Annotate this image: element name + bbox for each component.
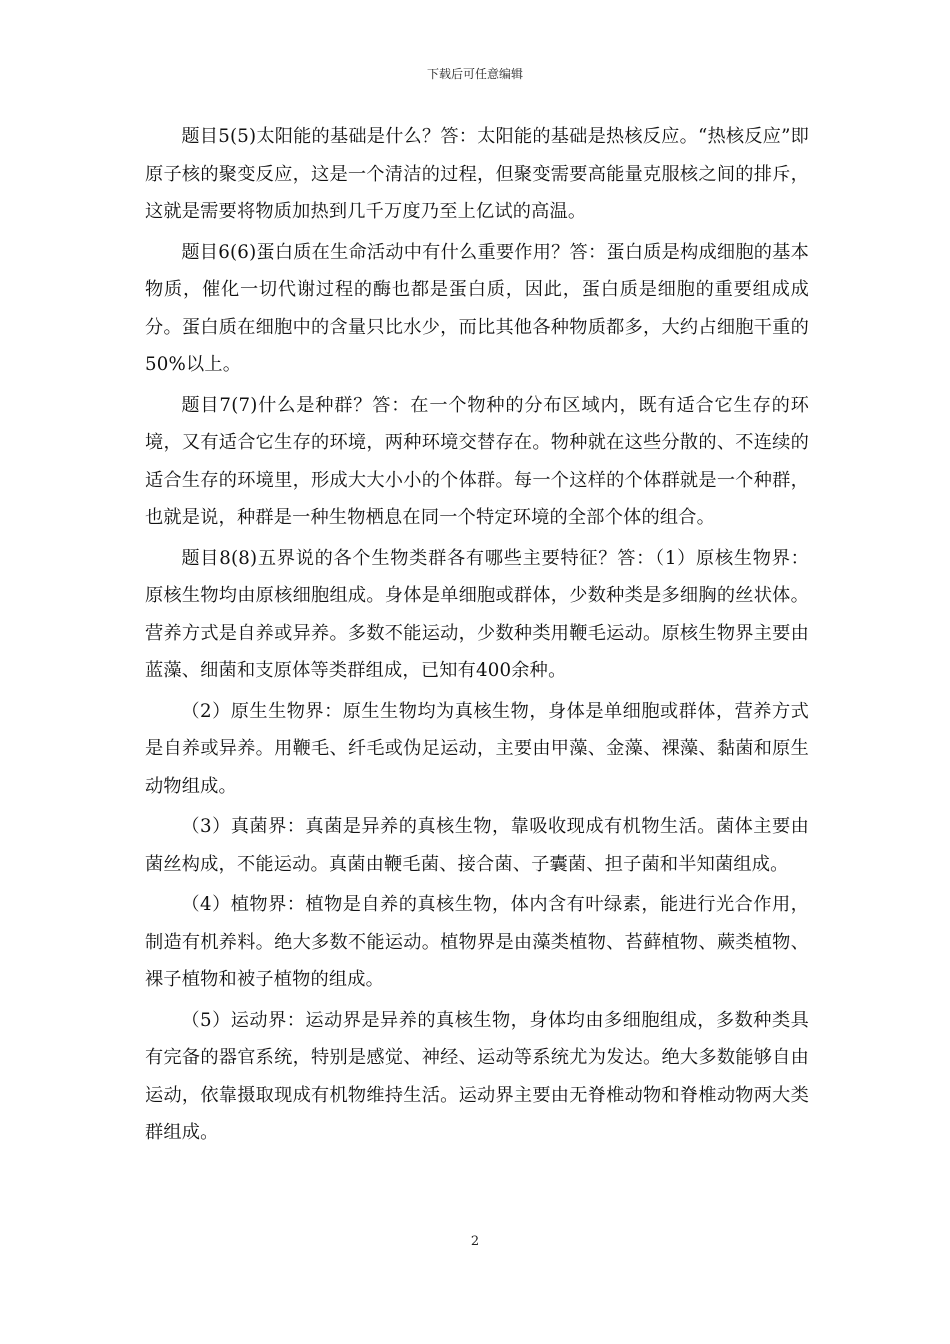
paragraph-question-8: 题目8(8)五界说的各个生物类群各有哪些主要特征？答：（1）原核生物界：原核生物均由原核细胞组成。身体是单细胞或群体，少数种类是多细胸的丝状体。营养方式是自养或异养。多数不能运动，少数种类用鞭毛运动。原核生物界主要由蓝藻、细菌和支原体等类群组成，已知有400余种。 bbox=[145, 547, 809, 681]
paragraph-protista: （2）原生生物界：原生生物均为真核生物，身体是单细胞或群体，营养方式是自养或异养。用鞭毛、纤毛或伪足运动，主要由甲藻、金藻、裸藻、黏菌和原生动物组成。 bbox=[145, 700, 809, 797]
page-number: 2 bbox=[470, 1234, 480, 1249]
paragraph-question-6: 题目6(6)蛋白质在生命活动中有什么重要作用？答：蛋白质是构成细胞的基本物质，催化一切代谢过程的酶也都是蛋白质，因此，蛋白质是细胞的重要组成成分。蛋白质在细胞中的含量只比水少，而比其他各种物质都多，大约占细胞干重的50%以上。 bbox=[145, 241, 809, 375]
paragraph-plantae: （4）植物界：植物是自养的真核生物，体内含有叶绿素，能进行光合作用，制造有机养料。绝大多数不能运动。植物界是由藻类植物、苔藓植物、蕨类植物、裸子植物和被子植物的组成。 bbox=[145, 894, 809, 990]
paragraph-animalia: （5）运动界：运动界是异养的真核生物，身体均由多细胞组成，多数种类具有完备的器官系统，特别是感觉、神经、运动等系统尤为发达。绝大多数能够自由运动，依靠摄取现成有机物维持生活。运动界主要由无脊椎动物和脊椎动物两大类群组成。 bbox=[145, 1009, 809, 1143]
page-header: 下载后可任意编辑 bbox=[426, 67, 523, 81]
paragraph-fungi: （3）真菌界：真菌是异养的真核生物，靠吸收现成有机物生活。菌体主要由菌丝构成，不能运动。真菌由鞭毛菌、接合菌、子囊菌、担子菌和半知菌组成。 bbox=[145, 816, 809, 875]
document-body bbox=[145, 118, 809, 1155]
paragraph-question-5: 题目5(5)太阳能的基础是什么？答：太阳能的基础是热核反应。“热核反应”即原子核的聚变反应，这是一个清洁的过程，但聚变需要高能量克服核之间的排斥，这就是需要将物质加热到几千万度乃至上亿试的高温。 bbox=[145, 126, 809, 222]
paragraph-question-7: 题目7(7)什么是种群？答：在一个物种的分布区域内，既有适合它生存的环境，又有适合它生存的环境，两种环境交替存在。物种就在这些分散的、不连续的适合生存的环境里，形成大大小小的个体群。每一个这样的个体群就是一个种群，也就是说，种群是一种生物栖息在同一个特定环境的全部个体的组合。 bbox=[145, 394, 809, 528]
